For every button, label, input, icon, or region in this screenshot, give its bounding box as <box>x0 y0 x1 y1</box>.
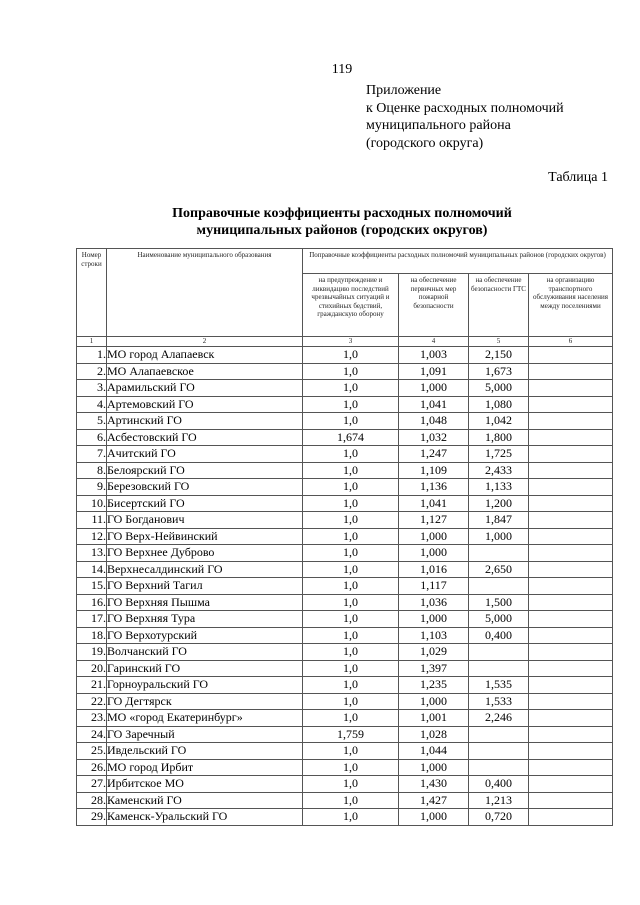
fire-safety-coef-cell: 1,028 <box>399 726 469 743</box>
emergency-coef-cell: 1,0 <box>303 644 399 661</box>
row-number-cell: 15. <box>77 578 107 595</box>
table-row <box>77 710 613 727</box>
table-row <box>77 495 613 512</box>
transport-coef-cell <box>529 479 613 496</box>
fire-safety-coef-cell: 1,000 <box>399 611 469 628</box>
emergency-coef-cell: 1,0 <box>303 759 399 776</box>
fire-safety-coef-cell: 1,048 <box>399 413 469 430</box>
transport-coef-cell <box>529 462 613 479</box>
row-number-cell: 20. <box>77 660 107 677</box>
table-row <box>77 809 613 826</box>
appendix-line: Приложение <box>366 83 442 98</box>
hydro-safety-coef-cell <box>469 644 529 661</box>
row-number-cell: 23. <box>77 710 107 727</box>
municipality-name-cell: Березовский ГО <box>107 479 303 496</box>
emergency-coef-cell: 1,0 <box>303 693 399 710</box>
transport-coef-cell <box>529 611 613 628</box>
fire-safety-coef-cell: 1,117 <box>399 578 469 595</box>
column-number: 4 <box>399 337 469 347</box>
hydro-safety-coef-cell: 0,400 <box>469 627 529 644</box>
municipality-name-cell: Арамильский ГО <box>107 380 303 397</box>
municipality-name-cell: ГО Дегтярск <box>107 693 303 710</box>
hydro-safety-coef-cell: 1,042 <box>469 413 529 430</box>
transport-coef-cell <box>529 627 613 644</box>
row-number-cell: 29. <box>77 809 107 826</box>
fire-safety-coef-cell: 1,109 <box>399 462 469 479</box>
table-row <box>77 479 613 496</box>
hydro-safety-coef-cell: 1,535 <box>469 677 529 694</box>
emergency-coef-cell: 1,0 <box>303 594 399 611</box>
header-hydro-safety: на обеспечение безопасности ГТС <box>469 274 529 337</box>
hydro-safety-coef-cell: 1,725 <box>469 446 529 463</box>
municipality-name-cell: Белоярский ГО <box>107 462 303 479</box>
table-row <box>77 660 613 677</box>
emergency-coef-cell: 1,0 <box>303 363 399 380</box>
emergency-coef-cell: 1,0 <box>303 792 399 809</box>
fire-safety-coef-cell: 1,000 <box>399 380 469 397</box>
transport-coef-cell <box>529 528 613 545</box>
table-row <box>77 693 613 710</box>
transport-coef-cell <box>529 677 613 694</box>
municipality-name-cell: Ирбитское МО <box>107 776 303 793</box>
hydro-safety-coef-cell: 2,650 <box>469 561 529 578</box>
hydro-safety-coef-cell <box>469 743 529 760</box>
row-number-cell: 25. <box>77 743 107 760</box>
fire-safety-coef-cell: 1,235 <box>399 677 469 694</box>
table-row <box>77 429 613 446</box>
table-row <box>77 363 613 380</box>
table-row <box>77 512 613 529</box>
row-number-cell: 28. <box>77 792 107 809</box>
transport-coef-cell <box>529 495 613 512</box>
municipality-name-cell: Верхнесалдинский ГО <box>107 561 303 578</box>
row-number-cell: 9. <box>77 479 107 496</box>
hydro-safety-coef-cell: 1,800 <box>469 429 529 446</box>
row-number-cell: 27. <box>77 776 107 793</box>
table-row <box>77 743 613 760</box>
hydro-safety-coef-cell: 1,000 <box>469 528 529 545</box>
fire-safety-coef-cell: 1,041 <box>399 396 469 413</box>
fire-safety-coef-cell: 1,000 <box>399 545 469 562</box>
row-number-cell: 6. <box>77 429 107 446</box>
title-line: Поправочные коэффициенты расходных полномочий <box>172 206 512 221</box>
table-row <box>77 528 613 545</box>
transport-coef-cell <box>529 660 613 677</box>
hydro-safety-coef-cell: 1,673 <box>469 363 529 380</box>
emergency-coef-cell: 1,0 <box>303 347 399 364</box>
row-number-cell: 1. <box>77 347 107 364</box>
header-row-number: Номер строки <box>77 249 107 337</box>
row-number-cell: 8. <box>77 462 107 479</box>
table-row <box>77 726 613 743</box>
hydro-safety-coef-cell: 1,213 <box>469 792 529 809</box>
hydro-safety-coef-cell: 1,080 <box>469 396 529 413</box>
hydro-safety-coef-cell: 0,400 <box>469 776 529 793</box>
table-row <box>77 759 613 776</box>
table-row <box>77 347 613 364</box>
municipality-name-cell: ГО Верхотурский <box>107 627 303 644</box>
transport-coef-cell <box>529 710 613 727</box>
municipality-name-cell: ГО Заречный <box>107 726 303 743</box>
emergency-coef-cell: 1,0 <box>303 809 399 826</box>
municipality-name-cell: ГО Богданович <box>107 512 303 529</box>
transport-coef-cell <box>529 792 613 809</box>
emergency-coef-cell: 1,0 <box>303 528 399 545</box>
coefficients-table <box>76 248 613 826</box>
emergency-coef-cell: 1,0 <box>303 380 399 397</box>
transport-coef-cell <box>529 693 613 710</box>
hydro-safety-coef-cell: 1,200 <box>469 495 529 512</box>
emergency-coef-cell: 1,0 <box>303 446 399 463</box>
emergency-coef-cell: 1,0 <box>303 545 399 562</box>
column-number: 1 <box>77 337 107 347</box>
table-row <box>77 644 613 661</box>
municipality-name-cell: Волчанский ГО <box>107 644 303 661</box>
fire-safety-coef-cell: 1,430 <box>399 776 469 793</box>
emergency-coef-cell: 1,0 <box>303 396 399 413</box>
emergency-coef-cell: 1,0 <box>303 677 399 694</box>
hydro-safety-coef-cell: 5,000 <box>469 611 529 628</box>
column-number: 6 <box>529 337 613 347</box>
table-row <box>77 776 613 793</box>
row-number-cell: 4. <box>77 396 107 413</box>
page-number: 119 <box>331 62 353 77</box>
transport-coef-cell <box>529 726 613 743</box>
title-line: муниципальных районов (городских округов) <box>196 223 488 238</box>
transport-coef-cell <box>529 347 613 364</box>
row-number-cell: 10. <box>77 495 107 512</box>
row-number-cell: 22. <box>77 693 107 710</box>
hydro-safety-coef-cell <box>469 726 529 743</box>
header-emergency: на предупреждение и ликвидацию последствий чрезвычайных ситуаций и стихийных бедствий, гражданскую оборону <box>303 274 399 337</box>
transport-coef-cell <box>529 644 613 661</box>
emergency-coef-cell: 1,0 <box>303 710 399 727</box>
transport-coef-cell <box>529 578 613 595</box>
hydro-safety-coef-cell: 2,246 <box>469 710 529 727</box>
table-row <box>77 594 613 611</box>
municipality-name-cell: Бисертский ГО <box>107 495 303 512</box>
municipality-name-cell: МО город Ирбит <box>107 759 303 776</box>
municipality-name-cell: ГО Верхний Тагил <box>107 578 303 595</box>
transport-coef-cell <box>529 363 613 380</box>
appendix-line: к Оценке расходных полномочий <box>366 100 564 116</box>
appendix-note <box>366 82 564 152</box>
fire-safety-coef-cell: 1,032 <box>399 429 469 446</box>
header-transport: на организацию транспортного обслуживания населения между поселениями <box>529 274 613 337</box>
table-row <box>77 545 613 562</box>
row-number-cell: 18. <box>77 627 107 644</box>
column-number: 2 <box>107 337 303 347</box>
emergency-coef-cell: 1,0 <box>303 776 399 793</box>
table-row <box>77 611 613 628</box>
header-coefficients-group: Поправочные коэффициенты расходных полномочий муниципальных районов (городских округов) <box>303 249 613 274</box>
transport-coef-cell <box>529 429 613 446</box>
municipality-name-cell: ГО Верх-Нейвинский <box>107 528 303 545</box>
emergency-coef-cell: 1,759 <box>303 726 399 743</box>
table-row <box>77 561 613 578</box>
row-number-cell: 11. <box>77 512 107 529</box>
fire-safety-coef-cell: 1,427 <box>399 792 469 809</box>
row-number-cell: 21. <box>77 677 107 694</box>
row-number-cell: 12. <box>77 528 107 545</box>
emergency-coef-cell: 1,0 <box>303 512 399 529</box>
appendix-line: (городского округа) <box>366 135 484 151</box>
fire-safety-coef-cell: 1,127 <box>399 512 469 529</box>
hydro-safety-coef-cell <box>469 578 529 595</box>
fire-safety-coef-cell: 1,091 <box>399 363 469 380</box>
hydro-safety-coef-cell: 5,000 <box>469 380 529 397</box>
emergency-coef-cell: 1,0 <box>303 495 399 512</box>
transport-coef-cell <box>529 512 613 529</box>
emergency-coef-cell: 1,0 <box>303 660 399 677</box>
document-title <box>0 205 640 239</box>
row-number-cell: 26. <box>77 759 107 776</box>
transport-coef-cell <box>529 413 613 430</box>
fire-safety-coef-cell: 1,000 <box>399 528 469 545</box>
municipality-name-cell: Каменск-Уральский ГО <box>107 809 303 826</box>
table-body <box>77 347 613 826</box>
emergency-coef-cell: 1,674 <box>303 429 399 446</box>
municipality-name-cell: Гаринский ГО <box>107 660 303 677</box>
municipality-name-cell: МО «город Екатеринбург» <box>107 710 303 727</box>
hydro-safety-coef-cell <box>469 759 529 776</box>
column-number: 3 <box>303 337 399 347</box>
table-row <box>77 396 613 413</box>
emergency-coef-cell: 1,0 <box>303 743 399 760</box>
fire-safety-coef-cell: 1,247 <box>399 446 469 463</box>
transport-coef-cell <box>529 396 613 413</box>
table-row <box>77 413 613 430</box>
hydro-safety-coef-cell: 1,533 <box>469 693 529 710</box>
transport-coef-cell <box>529 380 613 397</box>
row-number-cell: 14. <box>77 561 107 578</box>
emergency-coef-cell: 1,0 <box>303 462 399 479</box>
fire-safety-coef-cell: 1,041 <box>399 495 469 512</box>
municipality-name-cell: ГО Верхнее Дуброво <box>107 545 303 562</box>
fire-safety-coef-cell: 1,003 <box>399 347 469 364</box>
transport-coef-cell <box>529 594 613 611</box>
table-row <box>77 578 613 595</box>
municipality-name-cell: Каменский ГО <box>107 792 303 809</box>
fire-safety-coef-cell: 1,103 <box>399 627 469 644</box>
table-row <box>77 380 613 397</box>
table-label: Таблица 1 <box>548 170 608 185</box>
emergency-coef-cell: 1,0 <box>303 479 399 496</box>
hydro-safety-coef-cell: 2,433 <box>469 462 529 479</box>
hydro-safety-coef-cell: 1,847 <box>469 512 529 529</box>
municipality-name-cell: Горноуральский ГО <box>107 677 303 694</box>
fire-safety-coef-cell: 1,036 <box>399 594 469 611</box>
emergency-coef-cell: 1,0 <box>303 627 399 644</box>
header-name: Наименование муниципального образования <box>107 249 303 337</box>
emergency-coef-cell: 1,0 <box>303 561 399 578</box>
transport-coef-cell <box>529 743 613 760</box>
emergency-coef-cell: 1,0 <box>303 413 399 430</box>
municipality-name-cell: Ивдельский ГО <box>107 743 303 760</box>
row-number-cell: 2. <box>77 363 107 380</box>
row-number-cell: 13. <box>77 545 107 562</box>
municipality-name-cell: ГО Верхняя Пышма <box>107 594 303 611</box>
table-row <box>77 462 613 479</box>
municipality-name-cell: Ачитский ГО <box>107 446 303 463</box>
transport-coef-cell <box>529 776 613 793</box>
fire-safety-coef-cell: 1,001 <box>399 710 469 727</box>
fire-safety-coef-cell: 1,029 <box>399 644 469 661</box>
hydro-safety-coef-cell: 1,133 <box>469 479 529 496</box>
table-row <box>77 446 613 463</box>
fire-safety-coef-cell: 1,000 <box>399 693 469 710</box>
header-fire-safety: на обеспечение первичных мер пожарной безопасности <box>399 274 469 337</box>
row-number-cell: 19. <box>77 644 107 661</box>
hydro-safety-coef-cell: 2,150 <box>469 347 529 364</box>
municipality-name-cell: Артинский ГО <box>107 413 303 430</box>
fire-safety-coef-cell: 1,044 <box>399 743 469 760</box>
municipality-name-cell: Асбестовский ГО <box>107 429 303 446</box>
row-number-cell: 17. <box>77 611 107 628</box>
appendix-line: муниципального района <box>366 118 511 133</box>
emergency-coef-cell: 1,0 <box>303 611 399 628</box>
hydro-safety-coef-cell: 0,720 <box>469 809 529 826</box>
fire-safety-coef-cell: 1,397 <box>399 660 469 677</box>
row-number-cell: 3. <box>77 380 107 397</box>
municipality-name-cell: Артемовский ГО <box>107 396 303 413</box>
transport-coef-cell <box>529 545 613 562</box>
transport-coef-cell <box>529 809 613 826</box>
fire-safety-coef-cell: 1,016 <box>399 561 469 578</box>
hydro-safety-coef-cell <box>469 545 529 562</box>
table-row <box>77 792 613 809</box>
row-number-cell: 7. <box>77 446 107 463</box>
column-number: 5 <box>469 337 529 347</box>
transport-coef-cell <box>529 561 613 578</box>
table-row <box>77 677 613 694</box>
row-number-cell: 5. <box>77 413 107 430</box>
fire-safety-coef-cell: 1,000 <box>399 809 469 826</box>
transport-coef-cell <box>529 446 613 463</box>
fire-safety-coef-cell: 1,000 <box>399 759 469 776</box>
municipality-name-cell: МО Алапаевское <box>107 363 303 380</box>
fire-safety-coef-cell: 1,136 <box>399 479 469 496</box>
municipality-name-cell: ГО Верхняя Тура <box>107 611 303 628</box>
transport-coef-cell <box>529 759 613 776</box>
row-number-cell: 24. <box>77 726 107 743</box>
emergency-coef-cell: 1,0 <box>303 578 399 595</box>
row-number-cell: 16. <box>77 594 107 611</box>
hydro-safety-coef-cell <box>469 660 529 677</box>
hydro-safety-coef-cell: 1,500 <box>469 594 529 611</box>
municipality-name-cell: МО город Алапаевск <box>107 347 303 364</box>
table-row <box>77 627 613 644</box>
